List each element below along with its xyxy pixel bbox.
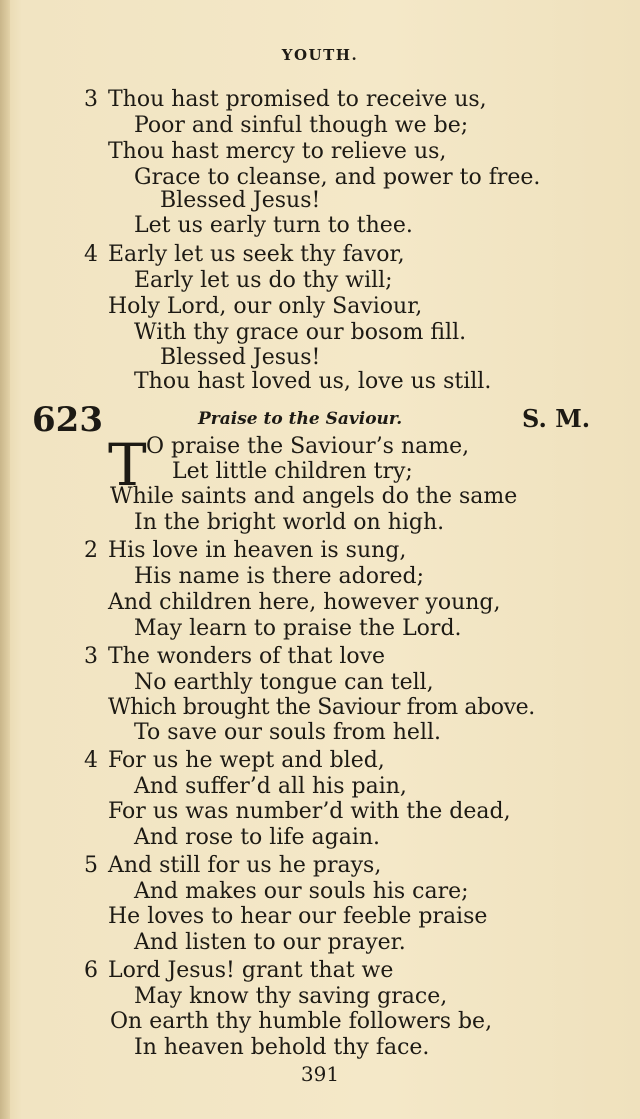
verse-line: May learn to praise the Lord. (134, 616, 462, 641)
verse-line: And rose to life again. (134, 825, 381, 850)
hymn-title: Praise to the Saviour. (198, 409, 403, 429)
verse-line: His love in heaven is sung, (108, 538, 407, 563)
verse-number: 2 (84, 538, 98, 563)
verse-line: Early let us seek thy favor, (108, 242, 405, 267)
verse-number: 3 (84, 87, 98, 112)
hymn-meter: S. M. (522, 404, 591, 433)
verse-line: For us he wept and bled, (108, 748, 385, 773)
verse-line: Lord Jesus! grant that we (108, 958, 394, 983)
verse-line: Let little children try; (172, 459, 413, 484)
verse-line: With thy grace our bosom fill. (134, 320, 467, 345)
verse-line: O praise the Saviour’s name, (146, 434, 470, 459)
verse-line: And suffer’d all his pain, (134, 774, 407, 799)
page-spine-shadow (0, 0, 10, 1119)
verse-number: 5 (84, 853, 98, 878)
page-number: 391 (300, 1062, 340, 1086)
verse-line: Thou hast promised to receive us, (108, 87, 487, 112)
verse-line: Early let us do thy will; (134, 268, 393, 293)
verse-line: Thou hast loved us, love us still. (134, 369, 492, 394)
verse-line: Grace to cleanse, and power to free. (134, 165, 541, 190)
drop-cap: T (108, 431, 147, 499)
verse-line: In the bright world on high. (134, 510, 445, 535)
verse-number: 4 (84, 748, 98, 773)
verse-line: And listen to our prayer. (134, 930, 406, 955)
verse-line: Blessed Jesus! (160, 188, 321, 213)
verse-line: Blessed Jesus! (160, 345, 321, 370)
verse-line: While saints and angels do the same (110, 484, 518, 509)
verse-line: In heaven behold thy face. (134, 1035, 430, 1060)
verse-line: Poor and sinful though we be; (134, 113, 469, 138)
running-header: YOUTH. (281, 46, 359, 64)
hymn-number: 623 (32, 400, 103, 440)
verse-line: For us was number’d with the dead, (108, 799, 511, 824)
verse-line: Let us early turn to thee. (134, 213, 413, 238)
verse-number: 3 (84, 644, 98, 669)
verse-line: Holy Lord, our only Saviour, (108, 294, 423, 319)
verse-line: His name is there adored; (134, 564, 425, 589)
verse-line: The wonders of that love (108, 644, 386, 669)
verse-line: On earth thy humble followers be, (110, 1009, 493, 1034)
verse-line: May know thy saving grace, (134, 984, 448, 1009)
verse-line: Thou hast mercy to relieve us, (108, 139, 447, 164)
verse-line: And makes our souls his care; (134, 879, 469, 904)
verse-line: And children here, however young, (108, 590, 501, 615)
verse-number: 4 (84, 242, 98, 267)
verse-number: 6 (84, 958, 98, 983)
verse-line: Which brought the Saviour from above. (108, 695, 535, 720)
verse-line: He loves to hear our feeble praise (108, 904, 488, 929)
verse-line: No earthly tongue can tell, (134, 670, 434, 695)
verse-line: To save our souls from hell. (134, 720, 442, 745)
verse-line: And still for us he prays, (108, 853, 382, 878)
